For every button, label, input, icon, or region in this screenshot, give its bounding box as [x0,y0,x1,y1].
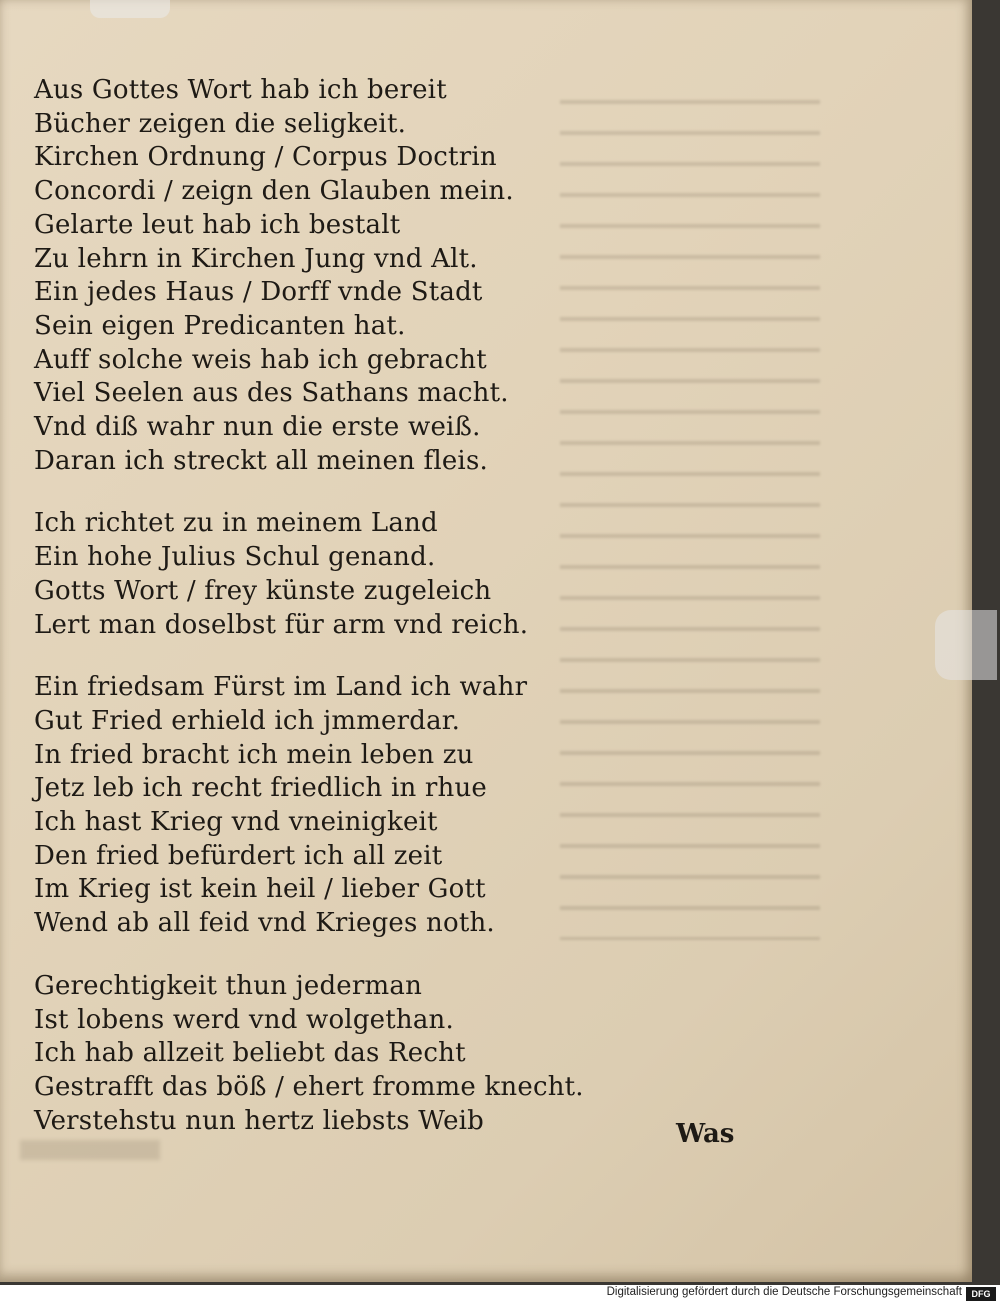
verse-line: Daran ich streckt all meinen fleis. [34,445,488,476]
verse-line: Sein eigen Predicanten hat. [34,310,406,341]
poem-text [34,74,594,1138]
stanza [34,507,594,642]
stanza-gap [34,478,594,507]
verse-line: Ein jedes Haus / Dorff vnde Stadt [34,277,483,308]
verse-line: Auff solche weis hab ich gebracht [34,344,487,375]
page-clip-top [90,0,170,18]
show-through-text-bottom [20,1140,160,1160]
verse-line: Den fried befürdert ich all zeit [34,840,443,871]
verse-line: Jetz leb ich recht friedlich in rhue [34,773,487,804]
stanza-gap [34,642,594,671]
verse-line: Ich richtet zu in meinem Land [34,508,438,539]
verse-line: Zu lehrn in Kirchen Jung vnd Alt. [34,243,478,274]
verse-line: Ein hohe Julius Schul genand. [34,542,436,573]
catchword: Was [676,1119,735,1149]
stanza [34,970,594,1139]
verse-line: Lert man doselbst für arm vnd reich. [34,609,529,640]
verse-line: In fried bracht ich mein leben zu [34,739,474,770]
verse-line: Concordi / zeign den Glauben mein. [34,176,514,207]
show-through-text [560,80,820,940]
verse-line: Ich hab allzeit beliebt das Recht [34,1038,466,1069]
verse-line: Vnd diß wahr nun die erste weiß. [34,412,481,443]
verse-line: Ich hast Krieg vnd vneinigkeit [34,807,438,838]
verse-line: Gestrafft das böß / ehert fromme knecht. [34,1071,584,1102]
verse-line: Viel Seelen aus des Sathans macht. [34,378,509,409]
verse-line: Wend ab all feid vnd Krieges noth. [34,908,495,939]
verse-line: Gerechtigkeit thun jederman [34,970,423,1001]
stanza [34,74,594,478]
verse-line: Bücher zeigen die seligkeit. [34,108,407,139]
verse-line: Im Krieg ist kein heil / lieber Gott [34,874,486,905]
digitization-credit: Digitalisierung gefördert durch die Deutsche Forschungsgemeinschaft [606,1286,962,1298]
verse-line: Aus Gottes Wort hab ich bereit [34,75,447,105]
stanza-gap [34,941,594,970]
verse-line: Kirchen Ordnung / Corpus Doctrin [34,142,497,173]
verse-line: Gotts Wort / frey künste zugeleich [34,575,492,606]
verse-line: Verstehstu nun hertz liebsts Weib [34,1105,485,1136]
dfg-logo: DFG [966,1287,996,1301]
verse-line: Gelarte leut hab ich bestalt [34,209,401,240]
verse-line: Ein friedsam Fürst im Land ich wahr [34,672,528,703]
page-clip-right [935,610,997,680]
verse-line: Ist lobens werd vnd wolgethan. [34,1004,454,1035]
verse-line: Gut Fried erhield ich jmmerdar. [34,705,461,736]
stanza [34,671,594,941]
